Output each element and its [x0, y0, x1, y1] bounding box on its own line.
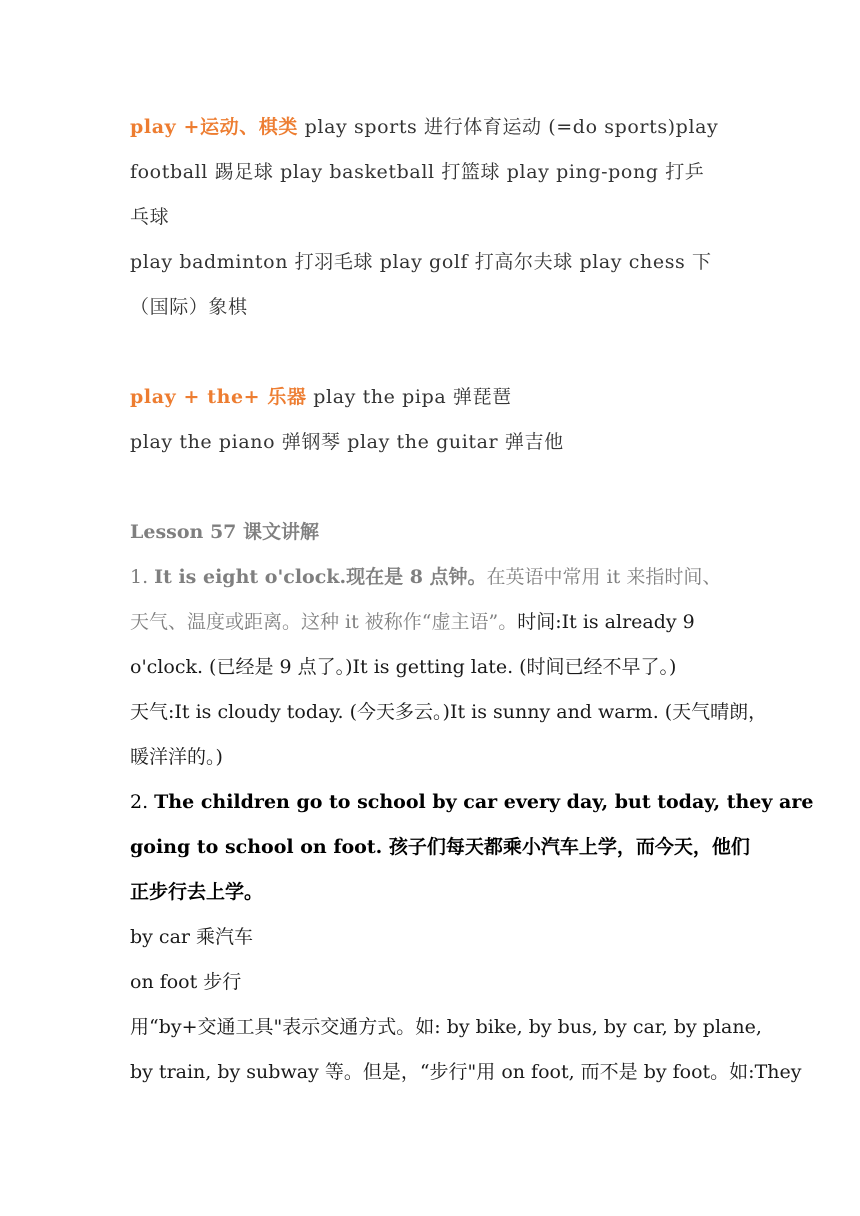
instruments-heading: play + the+ 乐器	[130, 386, 307, 408]
sports-line-3: 乓球	[130, 206, 170, 228]
sports-line-4: play badminton 打羽毛球 play golf 打高尔夫球 play chess 下	[130, 251, 712, 273]
point1-line-1	[130, 565, 730, 589]
phrase-on-foot: on foot 步行	[130, 971, 242, 993]
sports-line-5: （国际）象棋	[130, 296, 248, 318]
point1-line-3: o'clock. (已经是 9 点了。)It is getting late. (时间已经不早了。)	[130, 656, 677, 678]
point1-number: 1.	[130, 566, 155, 588]
point2-line-3: 正步行去上学。	[130, 881, 264, 903]
phrase-by-car: by car 乘汽车	[130, 926, 254, 948]
instruments-line-2: play the piano 弹钢琴 play the guitar 弹吉他	[130, 431, 564, 453]
point2-number: 2.	[130, 791, 155, 813]
sports-line-1-text: play sports 进行体育运动 (=do sports)play	[298, 116, 719, 138]
point1-line-2	[130, 610, 730, 634]
point1-line-4: 天气:It is cloudy today. (今天多云。)It is sunny and warm. (天气晴朗，	[130, 701, 768, 723]
sports-line-1	[130, 115, 730, 139]
usage-line-2: by train, by subway 等。但是，“步行"用 on foot, 而不是 by foot。如:They	[130, 1061, 802, 1083]
point1-time-prefix: 时间:It is already 9	[517, 611, 695, 633]
point1-explain-1: 在英语中常用 it 来指时间、	[486, 566, 722, 588]
sports-heading: play +运动、棋类	[130, 116, 298, 138]
point2-sentence-1: The children go to school by car every day, but today, they are	[154, 791, 814, 813]
instruments-line-1-text: play the pipa 弹琵琶	[306, 386, 512, 408]
instruments-line-1	[130, 385, 730, 409]
point1-explain-2: 天气、温度或距离。这种 it 被称作“虚主语”。	[130, 611, 518, 633]
usage-line-1: 用“by+交通工具"表示交通方式。如: by bike, by bus, by car, by plane,	[130, 1016, 762, 1038]
point1-line-5: 暖洋洋的。)	[130, 746, 223, 768]
lesson-title: Lesson 57 课文讲解	[130, 521, 319, 543]
point2-line-2: going to school on foot. 孩子们每天都乘小汽车上学，而今天，他们	[130, 836, 750, 858]
sports-line-2: football 踢足球 play basketball 打篮球 play ping-pong 打乒	[130, 161, 705, 183]
point2-line-1	[130, 790, 814, 814]
point1-sentence: It is eight o'clock.现在是 8 点钟。	[154, 566, 487, 588]
